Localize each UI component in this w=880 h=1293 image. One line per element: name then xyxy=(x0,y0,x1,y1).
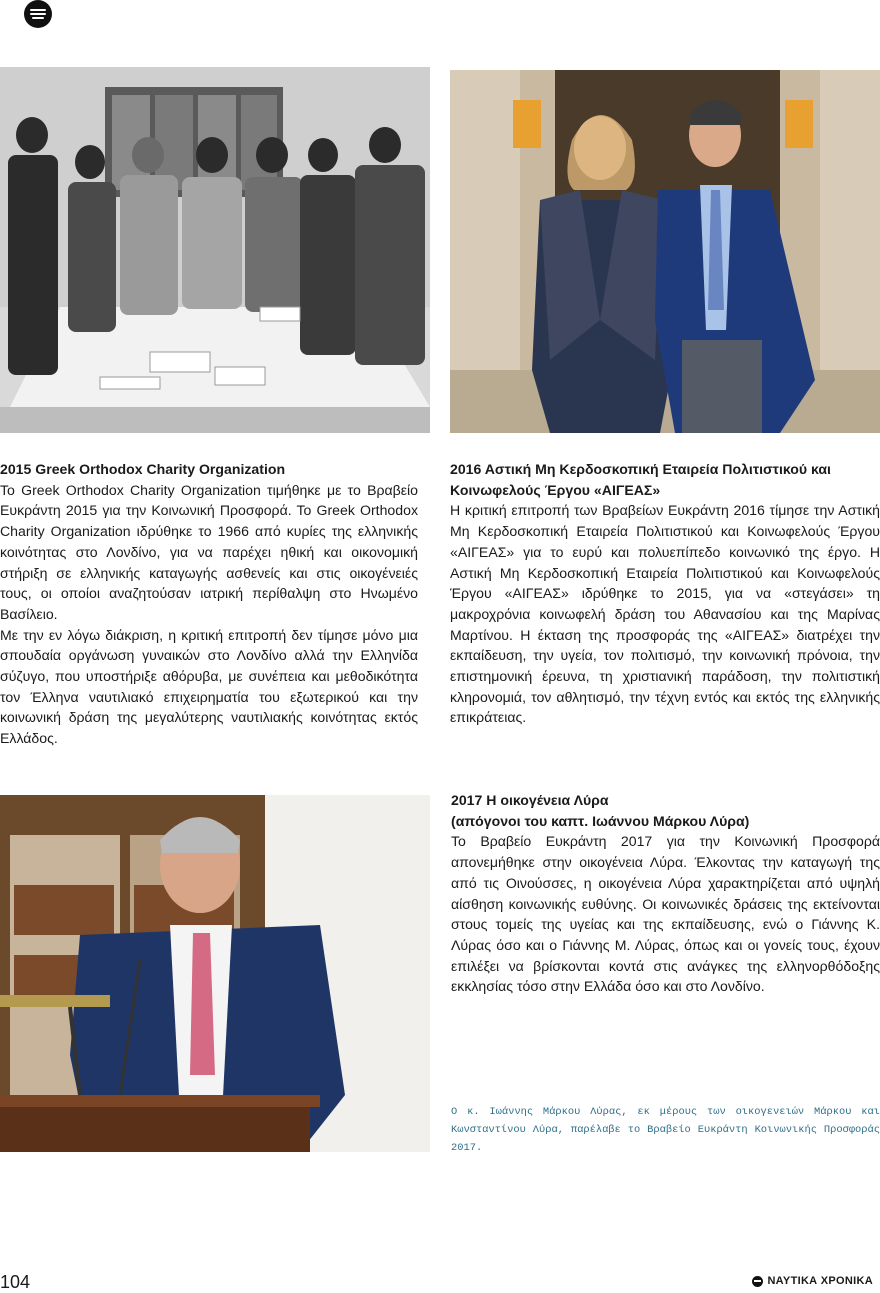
article-2015 xyxy=(0,459,418,749)
photo-caption: Ο κ. Ιωάννης Μάρκου Λύρας, εκ μέρους των οικογενειών Μάρκου και Κωνσταντίνου Λύρα, παρέλαβε το Βραβείο Ευκράντη Κοινωνικής Προσφοράς 2017. xyxy=(451,1106,880,1154)
article-2017-title-line-2: (απόγονοι του καπτ. Ιωάννου Μάρκου Λύρα) xyxy=(451,812,750,829)
article-2015-paragraph-2: Με την εν λόγω διάκριση, η κριτική επιτροπή δεν τίμησε μόνο μια σπουδαία οργάνωση γυναικών στο Λονδίνο αλλά την Ελληνίδα σύζυγο, που υποστήριξε αθόρυβα, με συνέπεια και μεθοδικότητα τον Έλληνα ναυτιλιακό επιχειρηματία του εξωτερικού και την κοινωνική δράση της μεγαλύτερης ναυτιλιακής κοινότητας εκτός Ελλάδος. xyxy=(0,626,418,747)
footer-brand xyxy=(752,1275,873,1287)
article-2017 xyxy=(451,790,880,997)
brand-mark-icon xyxy=(752,1276,763,1287)
footer-brand-label: ΝΑΥΤΙΚΑ ΧΡΟΝΙΚΑ xyxy=(767,1275,873,1287)
article-2016 xyxy=(450,459,880,728)
lyras-speaker-photo xyxy=(0,795,430,1152)
article-2016-paragraph-1: Η κριτική επιτροπή των Βραβείων Ευκράντη 2016 τίμησε την Αστική Μη Κερδοσκοπική Εταιρεία Πολιτιστικού και Κοινωφελούς Έργου «ΑΙΓΕΑΣ» για το ευρύ και πολυεπίπεδο κοινωνικό της έργο. Η Αστική Μη Κερδοσκοπική Εταιρεία Πολιτιστικού και Κοινωφελούς Έργου «ΑΙΓΕΑΣ» ιδρύθηκε το 2015, για να «στεγάσει» τη μακροχρόνια κοινωφελή δράση του Αθανασίου και της Μαρίνας Μαρτίνου. Η έκταση της προσφοράς της «ΑΙΓΕΑΣ» διατρέχει την εκπαίδευση, την υγεία, τον πολιτισμό, την κοινωνική πρόνοια, την επιστημονική έρευνα, τη χριστιανική παράδοση, την πολιτιστική κληρονομιά, τον αθλητισμό, την τέχνη εντός και εκτός της ελληνικής επικράτειας. xyxy=(450,502,880,726)
brand-logo-icon xyxy=(24,0,52,28)
page-number: 104 xyxy=(0,1272,31,1292)
article-2017-paragraph-1: Το Βραβείο Ευκράντη 2017 για την Κοινωνική Προσφορά απονεμήθηκε στην οικογένεια Λύρα. Έλκοντας την καταγωγή της από τις Οινούσσες, η οικογένεια Λύρα χαρακτηρίζεται από υψηλή αίσθηση κοινωνικής ευθύνης. Οι κοινωνικές δράσεις της εκτείνονται στους τομείς της υγείας και της εκπαίδευσης, ενώ ο Γιάννης Κ. Λύρας όσο και ο Γιάννης Μ. Λύρας, όπως και οι γονείς τους, έχουν επιλέξει να βρίσκονται κοντά στις ανάγκες της ελληνορθόδοξης εκκλησίας τόσο στην Ελλάδα όσο και στο Λονδίνο. xyxy=(451,833,880,995)
article-2015-title: 2015 Greek Orthodox Charity Organization xyxy=(0,461,286,477)
article-2017-title-line-1: 2017 Η οικογένεια Λύρα xyxy=(451,792,609,808)
charity-organization-women-photo xyxy=(0,67,430,433)
article-2015-paragraph-1: Το Greek Orthodox Charity Organization τιμήθηκε με το Βραβείο Ευκράντη 2015 για την Κοινωνική Προσφορά. Το Greek Orthodox Charity Organization ιδρύθηκε το 1966 από κυρίες της ελληνικής κοινότητας στο Λονδίνο, για να παρέχει ηθική και οικονομική στήριξη σε ελληνικής καταγωγής ασθενείς και στις οικογένειές τους, οι οποίοι αναζητούσαν ιατρική περίθαλψη στο Ηνωμένο Βασίλειο. xyxy=(0,481,418,622)
article-2016-title: 2016 Αστική Μη Κερδοσκοπική Εταιρεία Πολιτιστικού και Κοινωφελούς Έργου «ΑΙΓΕΑΣ» xyxy=(450,461,831,498)
aigeas-couple-photo xyxy=(450,70,880,433)
